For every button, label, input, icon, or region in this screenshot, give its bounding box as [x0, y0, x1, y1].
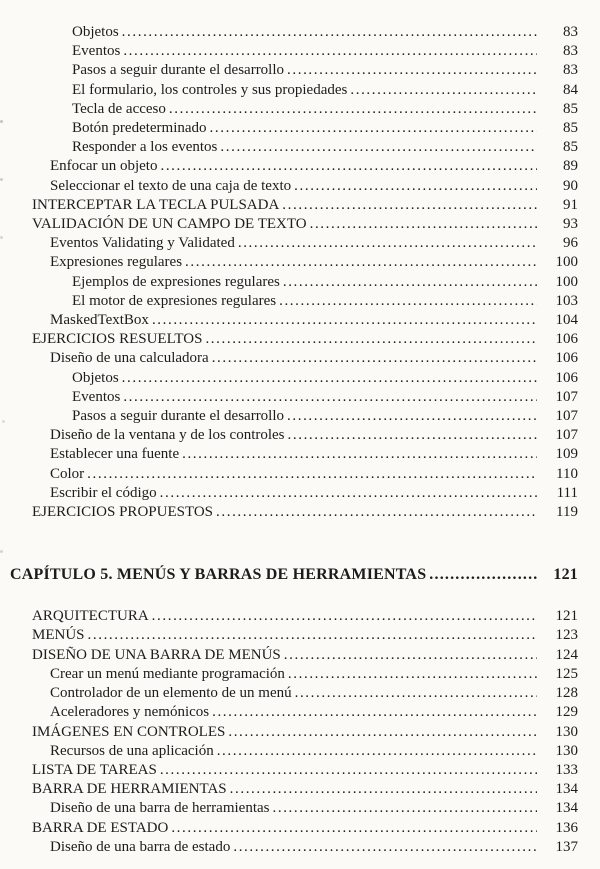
dot-leader	[212, 703, 537, 722]
toc-entry-title: Responder a los eventos	[72, 139, 218, 156]
toc-entry-page-number: 83	[563, 62, 578, 79]
dot-leader	[429, 564, 537, 585]
toc-entry-page-number: 104	[555, 312, 578, 329]
toc-entry-page-number: 90	[563, 177, 578, 194]
dot-leader	[160, 761, 537, 780]
toc-entry-page-number: 89	[563, 158, 578, 175]
toc-entry-title: Ejemplos de expresiones regulares	[72, 273, 280, 290]
dot-leader	[88, 626, 537, 645]
toc-entry-title: Crear un menú mediante programación	[50, 665, 285, 682]
chapter-heading-title: CAPÍTULO 5. MENÚS Y BARRAS DE HERRAMIENTAS	[10, 566, 427, 584]
toc-entry-page-number: 125	[555, 665, 578, 682]
dot-leader	[238, 234, 537, 253]
toc-entry	[0, 157, 600, 176]
dot-leader	[220, 138, 537, 157]
toc-entry	[0, 330, 600, 349]
dot-leader	[288, 665, 537, 684]
toc-entry-page-number: 130	[555, 742, 578, 759]
toc-entry-title: IMÁGENES EN CONTROLES	[32, 723, 226, 740]
toc-entry	[0, 780, 600, 799]
toc-entry-page-number: 107	[555, 427, 578, 444]
toc-entry	[0, 311, 600, 330]
toc-entry	[0, 388, 600, 407]
dot-leader	[152, 607, 537, 626]
toc-entry-page-number: 110	[556, 465, 578, 482]
toc-entry-title: Aceleradores y nemónicos	[50, 704, 210, 721]
toc-entry-page-number: 119	[556, 504, 578, 521]
dot-leader	[287, 61, 537, 80]
toc-entry-title: Diseño de una calculadora	[50, 350, 209, 367]
toc-entry-page-number: 93	[563, 216, 578, 233]
toc-entry-page-number: 83	[563, 43, 578, 60]
toc-entry-page-number: 121	[555, 608, 578, 625]
toc-entry	[0, 273, 600, 292]
toc-entry	[0, 292, 600, 311]
dot-leader	[160, 157, 537, 176]
toc-entry-page-number: 123	[555, 627, 578, 644]
dot-leader	[205, 330, 537, 349]
toc-entry	[0, 23, 600, 42]
dot-leader	[171, 819, 537, 838]
toc-entry	[0, 196, 600, 215]
toc-entry-title: LISTA DE TAREAS	[32, 761, 157, 778]
chapter-heading-page-number: 121	[553, 566, 578, 584]
toc-entry	[0, 819, 600, 838]
toc-entry-page-number: 106	[555, 331, 578, 348]
dot-leader	[169, 100, 537, 119]
toc-entry-page-number: 91	[563, 196, 578, 213]
toc-entry-title: EJERCICIOS RESUELTOS	[32, 331, 203, 348]
toc-entry-page-number: 111	[556, 484, 578, 501]
dot-leader	[279, 292, 537, 311]
toc-entry-page-number: 134	[555, 781, 578, 798]
toc-entry	[0, 665, 600, 684]
toc-entry	[0, 703, 600, 722]
toc-entry-title: Recursos de una aplicación	[50, 742, 214, 759]
toc-entry-title: MENÚS	[32, 627, 85, 644]
toc-entry-title: Pasos a seguir durante el desarrollo	[72, 408, 285, 425]
toc-entry	[0, 742, 600, 761]
dot-leader	[282, 196, 537, 215]
dot-leader	[310, 215, 537, 234]
toc-entry	[0, 484, 600, 503]
toc-entry-page-number: 85	[563, 120, 578, 137]
toc-entry-title: ARQUITECTURA	[32, 608, 149, 625]
toc-entry-title: Expresiones regulares	[50, 254, 183, 271]
chapter-heading-row	[0, 564, 600, 585]
toc-entry-title: Eventos Validating y Validated	[50, 235, 235, 252]
toc-entry-title: Botón predeterminado	[72, 120, 207, 137]
toc-entry-title: El formulario, los controles y sus propiedades	[72, 81, 348, 98]
toc-entry	[0, 503, 600, 522]
toc-entry-page-number: 103	[555, 292, 578, 309]
toc-entry	[0, 81, 600, 100]
dot-leader	[122, 369, 537, 388]
dot-leader	[350, 81, 537, 100]
toc-entry	[0, 626, 600, 645]
toc-entry-page-number: 129	[555, 704, 578, 721]
toc-entry-title: Diseño de la ventana y de los controles	[50, 427, 285, 444]
toc-entry-title: Diseño de una barra de herramientas	[50, 800, 270, 817]
toc-entry-title: Tecla de acceso	[72, 100, 166, 117]
dot-leader	[230, 780, 537, 799]
toc-entry-title: Objetos	[72, 24, 119, 40]
dot-leader	[160, 484, 537, 503]
dot-leader	[182, 445, 537, 464]
toc-entry	[0, 215, 600, 234]
toc-entry-title: BARRA DE ESTADO	[32, 819, 169, 836]
toc-entry-page-number: 128	[555, 685, 578, 702]
toc-entry-page-number: 85	[563, 139, 578, 156]
dot-leader	[123, 42, 537, 61]
dot-leader	[287, 407, 537, 426]
toc-entry-title: EJERCICIOS PROPUESTOS	[32, 504, 214, 521]
toc-entry	[0, 646, 600, 665]
toc-entry	[0, 723, 600, 742]
toc-entry	[0, 119, 600, 138]
toc-entry	[0, 426, 600, 445]
dot-leader	[233, 838, 537, 857]
toc-entry-title: Diseño de una barra de estado	[50, 838, 231, 855]
toc-entry-page-number: 134	[555, 800, 578, 817]
toc-entry	[0, 100, 600, 119]
toc-entry-page-number: 137	[555, 838, 578, 855]
toc-entry-title: Pasos a seguir durante el desarrollo	[72, 62, 285, 79]
dot-leader	[123, 388, 537, 407]
toc-entry	[0, 838, 600, 857]
toc-entry-title: Seleccionar el texto de una caja de texto	[50, 177, 292, 194]
dot-leader	[87, 465, 537, 484]
toc-entry-title: Eventos	[72, 388, 121, 405]
toc-entry-page-number: 100	[555, 254, 578, 271]
dot-leader	[122, 23, 537, 42]
toc-entry	[0, 138, 600, 157]
toc-entry-title: INTERCEPTAR LA TECLA PULSADA	[32, 196, 280, 213]
toc-entry-title: DISEÑO DE UNA BARRA DE MENÚS	[32, 646, 281, 663]
toc-entry-page-number: 124	[555, 646, 578, 663]
toc-entry-page-number: 109	[555, 446, 578, 463]
dot-leader	[212, 349, 537, 368]
toc-entry	[0, 349, 600, 368]
toc-entry	[0, 61, 600, 80]
dot-leader	[295, 684, 537, 703]
toc-entry-page-number: 85	[563, 100, 578, 117]
dot-leader	[288, 426, 537, 445]
dot-leader	[284, 646, 537, 665]
toc-entry	[0, 177, 600, 196]
toc-entry-page-number: 83	[563, 24, 578, 40]
toc-entry-page-number: 107	[555, 408, 578, 425]
toc-entry-title: Eventos	[72, 43, 121, 60]
toc-entry-title: MaskedTextBox	[50, 312, 149, 329]
toc-entry-title: Objetos	[72, 369, 119, 386]
toc-entry-page-number: 136	[555, 819, 578, 836]
toc-entry-title: El motor de expresiones regulares	[72, 292, 277, 309]
toc-entry-title: Color	[50, 465, 85, 482]
dot-leader	[210, 119, 537, 138]
toc-entry	[0, 607, 600, 626]
toc-post-chapter-list	[0, 607, 600, 857]
dot-leader	[185, 253, 537, 272]
toc-entry-page-number: 130	[555, 723, 578, 740]
dot-leader	[294, 177, 537, 196]
toc-entry	[0, 465, 600, 484]
dot-leader	[283, 273, 537, 292]
toc-entry	[0, 761, 600, 780]
toc-entry-page-number: 133	[555, 761, 578, 778]
dot-leader	[228, 723, 537, 742]
toc-entry-title: Enfocar un objeto	[50, 158, 158, 175]
toc-entry	[0, 445, 600, 464]
toc-entry	[0, 407, 600, 426]
toc-entry-page-number: 106	[555, 369, 578, 386]
toc-entry-title: Establecer una fuente	[50, 446, 180, 463]
toc-entry-page-number: 96	[563, 235, 578, 252]
dot-leader	[273, 799, 538, 818]
toc-entry-page-number: 100	[555, 273, 578, 290]
dot-leader	[216, 503, 537, 522]
toc-entry-title: BARRA DE HERRAMIENTAS	[32, 781, 227, 798]
dot-leader	[217, 742, 537, 761]
toc-entry-title: VALIDACIÓN DE UN CAMPO DE TEXTO	[32, 216, 307, 233]
toc-entry	[0, 253, 600, 272]
dot-leader	[152, 311, 537, 330]
toc-entry-title: Controlador de un elemento de un menú	[50, 685, 292, 702]
toc-entry-title: Escribir el código	[50, 484, 157, 501]
toc-entry	[0, 42, 600, 61]
toc-entry-page-number: 107	[555, 388, 578, 405]
toc-entry	[0, 799, 600, 818]
toc-entry-page-number: 84	[563, 81, 578, 98]
toc-entry-page-number: 106	[555, 350, 578, 367]
toc-entry	[0, 234, 600, 253]
scan-artifact	[0, 120, 3, 123]
toc-entry	[0, 684, 600, 703]
toc-entry	[0, 369, 600, 388]
